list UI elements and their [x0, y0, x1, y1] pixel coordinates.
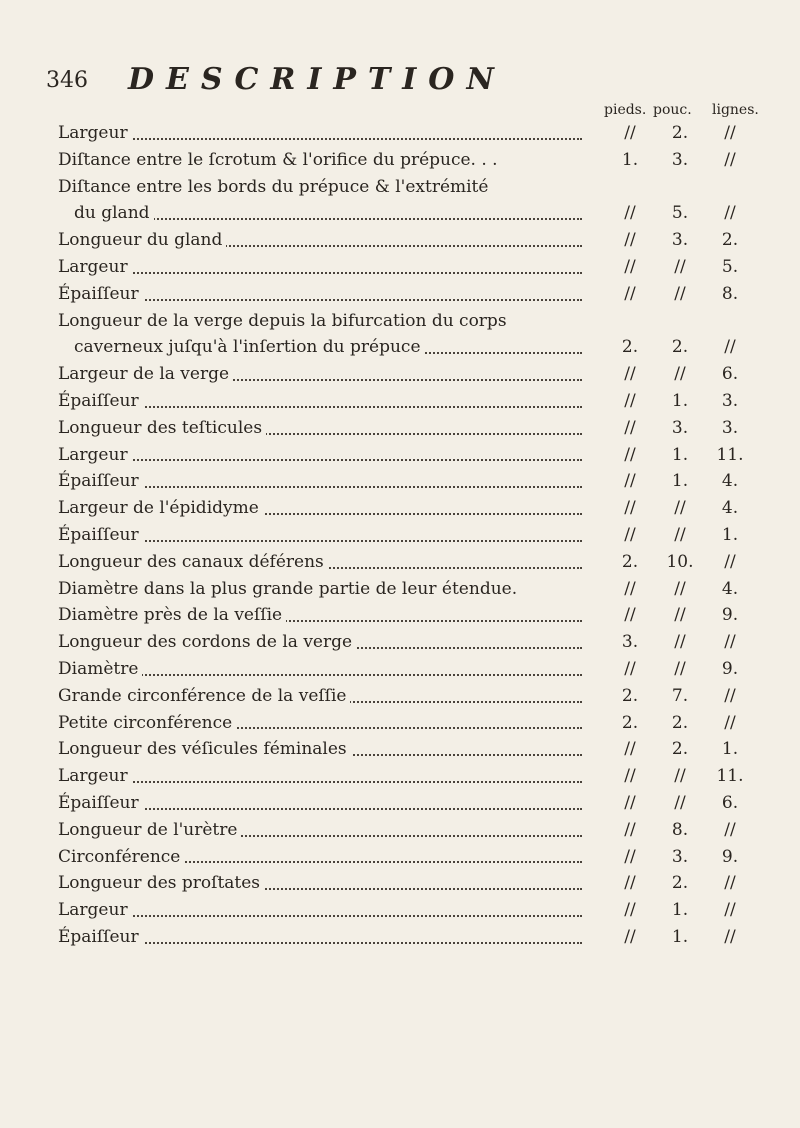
row-label: [58, 468, 582, 495]
row-label-text: Largeur de la verge: [58, 364, 233, 384]
value-pieds: 2.: [621, 685, 639, 706]
value-lignes: 4.: [721, 471, 739, 492]
value-lignes: 11.: [716, 766, 744, 787]
row-label: [58, 281, 582, 308]
value-pouc: 7.: [671, 685, 689, 706]
row-label: [58, 924, 582, 951]
value-lignes: 6.: [721, 364, 739, 385]
value-pouc: //: [674, 766, 686, 787]
value-pouc: 1.: [671, 444, 689, 465]
row-label-text: Largeur de l'épididyme: [58, 498, 263, 518]
value-pieds: //: [624, 283, 636, 304]
value-lignes: 3.: [721, 390, 739, 411]
table-row: [58, 442, 800, 469]
row-label-line2: caverneux juſqu'à l'inſertion du prépuce: [74, 337, 425, 357]
value-pouc: 3.: [671, 417, 689, 438]
value-pouc: //: [674, 524, 686, 545]
row-label-text: Épaiſſeur: [58, 525, 143, 545]
value-pouc: 1.: [671, 390, 689, 411]
value-lignes: //: [724, 900, 736, 921]
value-pieds: 2.: [621, 337, 639, 358]
table-row: [58, 361, 800, 388]
value-pieds: //: [624, 390, 636, 411]
value-pieds: //: [624, 230, 636, 251]
table-row: [58, 870, 800, 897]
row-label: [58, 790, 582, 817]
table-row: [58, 897, 800, 924]
table-row: [58, 120, 800, 147]
value-lignes: //: [724, 203, 736, 224]
row-label: [58, 415, 582, 442]
row-label: [58, 736, 582, 763]
row-label: [58, 602, 582, 629]
value-lignes: 2.: [721, 230, 739, 251]
value-pouc: 10.: [666, 551, 694, 572]
value-pieds: 3.: [621, 632, 639, 653]
table-row: [58, 844, 800, 871]
column-header-pieds: pieds.: [604, 102, 647, 118]
row-label-text: Épaiſſeur: [58, 471, 143, 491]
value-lignes: //: [724, 337, 736, 358]
table-row: [58, 522, 800, 549]
value-pieds: //: [624, 873, 636, 894]
table-row: [58, 629, 800, 656]
value-pieds: 1.: [621, 149, 639, 170]
table-row: [58, 602, 800, 629]
row-label-text: Diamètre: [58, 659, 142, 679]
value-lignes: 9.: [721, 658, 739, 679]
row-label: [58, 817, 582, 844]
row-label: [58, 656, 582, 683]
row-label: [58, 308, 582, 362]
row-label-text: Diamètre près de la veſſie: [58, 605, 286, 625]
value-pouc: 2.: [671, 873, 689, 894]
value-pouc: //: [674, 658, 686, 679]
row-label: [58, 388, 582, 415]
row-label: [58, 897, 582, 924]
value-lignes: 8.: [721, 283, 739, 304]
row-label: [58, 147, 582, 174]
value-pouc: //: [674, 632, 686, 653]
row-label: [58, 683, 582, 710]
row-label: [58, 522, 582, 549]
table-row: [58, 468, 800, 495]
value-pieds: //: [624, 792, 636, 813]
value-pieds: //: [624, 766, 636, 787]
row-label-text: Épaiſſeur: [58, 793, 143, 813]
dot-leader: [58, 272, 582, 274]
value-pieds: //: [624, 203, 636, 224]
table-row: [58, 683, 800, 710]
value-lignes: 6.: [721, 792, 739, 813]
value-pouc: //: [674, 283, 686, 304]
dot-leader: [58, 915, 582, 917]
value-pouc: 8.: [671, 819, 689, 840]
row-label-text: Épaiſſeur: [58, 284, 143, 304]
row-label: [58, 174, 582, 228]
value-lignes: 11.: [716, 444, 744, 465]
value-pouc: //: [674, 498, 686, 519]
table-row: [58, 415, 800, 442]
value-pouc: //: [674, 364, 686, 385]
row-label-text: Largeur: [58, 766, 132, 786]
value-lignes: 1.: [721, 524, 739, 545]
table-row: [58, 308, 800, 362]
column-headers: [0, 102, 800, 122]
value-pieds: //: [624, 256, 636, 277]
value-lignes: 3.: [721, 417, 739, 438]
value-pieds: //: [624, 739, 636, 760]
page-header: [46, 62, 766, 102]
value-lignes: 9.: [721, 605, 739, 626]
row-label: [58, 870, 582, 897]
row-label-text: Longueur de l'urètre: [58, 820, 241, 840]
value-pieds: //: [624, 364, 636, 385]
row-label: [58, 763, 582, 790]
value-lignes: //: [724, 632, 736, 653]
value-pouc: 2.: [671, 712, 689, 733]
row-label-text: Longueur des proſtates: [58, 873, 264, 893]
value-pieds: //: [624, 417, 636, 438]
table-row: [58, 174, 800, 228]
value-pieds: //: [624, 578, 636, 599]
value-pieds: //: [624, 846, 636, 867]
value-lignes: //: [724, 819, 736, 840]
row-label-text: Longueur des teſticules: [58, 418, 266, 438]
table-row: [58, 576, 800, 603]
table-row: [58, 924, 800, 951]
row-label: [58, 254, 582, 281]
row-label-text: Largeur: [58, 900, 132, 920]
column-header-pouces: pouc.: [653, 102, 692, 118]
table-row: [58, 763, 800, 790]
row-label-text: Longueur des canaux déférens: [58, 552, 328, 572]
running-title: DESCRIPTION: [128, 62, 506, 97]
value-pieds: //: [624, 524, 636, 545]
value-pieds: //: [624, 444, 636, 465]
dot-leader: [58, 138, 582, 140]
dot-leader: [58, 459, 582, 461]
value-lignes: //: [724, 873, 736, 894]
table-row: [58, 736, 800, 763]
value-pouc: 3.: [671, 230, 689, 251]
row-label-text: Épaiſſeur: [58, 391, 143, 411]
row-label: [58, 495, 582, 522]
row-label-text: Largeur: [58, 257, 132, 277]
value-pouc: //: [674, 578, 686, 599]
value-pouc: 3.: [671, 149, 689, 170]
row-label-line1: Diſtance entre les bords du prépuce & l'extrémité: [58, 176, 489, 197]
value-pouc: 1.: [671, 471, 689, 492]
value-lignes: 4.: [721, 498, 739, 519]
row-label-text: Diamètre dans la plus grande partie de leur étendue.: [58, 579, 521, 599]
value-pouc: 2.: [671, 337, 689, 358]
row-label-text: Diſtance entre le ſcrotum & l'orifice du prépuce. . .: [58, 150, 502, 170]
value-pieds: //: [624, 926, 636, 947]
value-pouc: 2.: [671, 123, 689, 143]
row-label-text: Longueur des véſicules féminales: [58, 739, 351, 759]
table-row: [58, 388, 800, 415]
row-label-text: Longueur du gland: [58, 230, 226, 250]
row-label: [58, 629, 582, 656]
value-lignes: //: [724, 712, 736, 733]
row-label-line1: Longueur de la verge depuis la bifurcation du corps: [58, 310, 507, 331]
value-lignes: //: [724, 551, 736, 572]
row-label: [58, 710, 582, 737]
dot-leader: [58, 781, 582, 783]
value-pouc: 2.: [671, 739, 689, 760]
row-label: [58, 120, 582, 147]
table-row: [58, 254, 800, 281]
value-pieds: //: [624, 819, 636, 840]
value-pouc: 5.: [671, 203, 689, 224]
row-label-text: Largeur: [58, 123, 132, 143]
row-label: [58, 549, 582, 576]
value-lignes: 4.: [721, 578, 739, 599]
row-label: [58, 361, 582, 388]
value-pieds: //: [624, 658, 636, 679]
value-lignes: //: [724, 149, 736, 170]
table-row: [58, 495, 800, 522]
row-label-text: Petite circonférence: [58, 713, 236, 733]
value-pouc: //: [674, 605, 686, 626]
measurement-table: [58, 120, 800, 951]
value-pieds: //: [624, 498, 636, 519]
table-row: [58, 147, 800, 174]
value-pieds: 2.: [621, 712, 639, 733]
row-label-text: Largeur: [58, 445, 132, 465]
value-pieds: //: [624, 605, 636, 626]
value-lignes: 9.: [721, 846, 739, 867]
value-pieds: //: [624, 471, 636, 492]
value-pieds: //: [624, 900, 636, 921]
value-pouc: //: [674, 256, 686, 277]
value-lignes: //: [724, 123, 736, 143]
table-row: [58, 549, 800, 576]
table-row: [58, 656, 800, 683]
value-pouc: 3.: [671, 846, 689, 867]
row-label: [58, 227, 582, 254]
row-label-text: Grande circonférence de la veſſie: [58, 686, 350, 706]
page-number: 346: [46, 68, 88, 93]
value-lignes: //: [724, 685, 736, 706]
table-row: [58, 790, 800, 817]
value-pieds: 2.: [621, 551, 639, 572]
value-lignes: 5.: [721, 256, 739, 277]
row-label-text: Circonférence: [58, 847, 184, 867]
value-pieds: //: [624, 123, 636, 143]
table-row: [58, 227, 800, 254]
row-label-text: Épaiſſeur: [58, 927, 143, 947]
row-label: [58, 576, 582, 603]
table-row: [58, 817, 800, 844]
value-pouc: //: [674, 792, 686, 813]
row-label: [58, 442, 582, 469]
value-lignes: //: [724, 926, 736, 947]
value-lignes: 1.: [721, 739, 739, 760]
row-label-line2: du gland: [74, 203, 154, 223]
row-label-text: Longueur des cordons de la verge: [58, 632, 356, 652]
table-row: [58, 710, 800, 737]
column-header-lignes: lignes.: [712, 102, 759, 118]
value-pouc: 1.: [671, 900, 689, 921]
value-pouc: 1.: [671, 926, 689, 947]
table-row: [58, 281, 800, 308]
row-label: [58, 844, 582, 871]
